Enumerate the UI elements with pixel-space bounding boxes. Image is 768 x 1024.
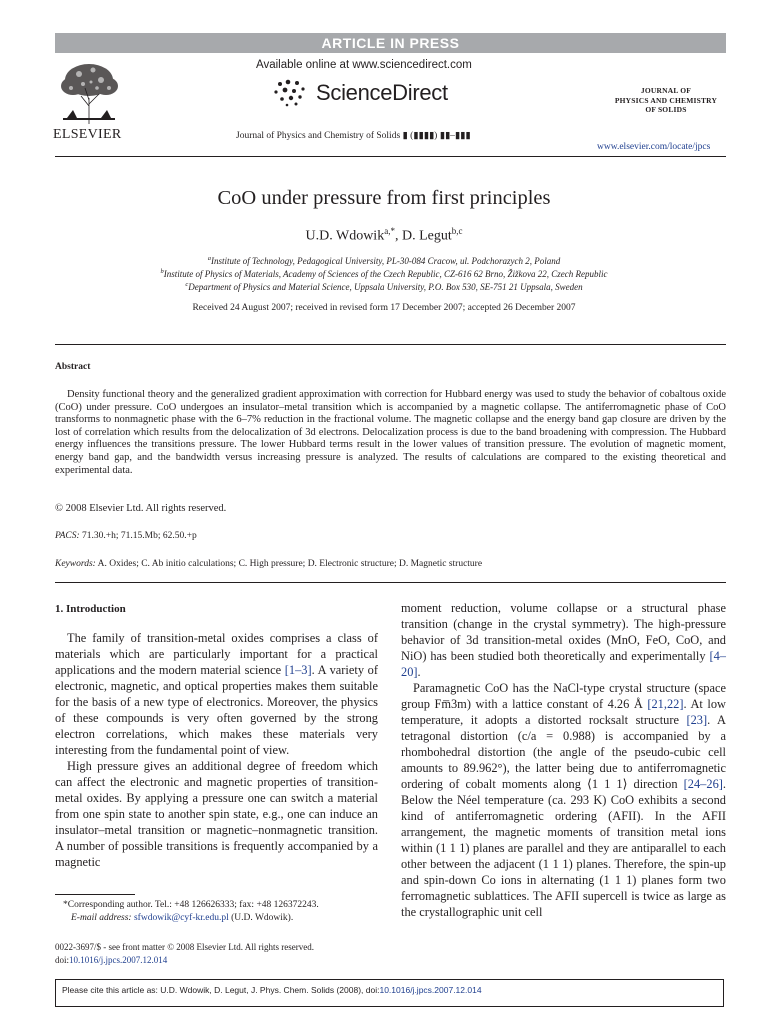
cite-doi-link[interactable]: 10.1016/j.jpcs.2007.12.014	[379, 985, 482, 995]
cite-this-article-box	[55, 979, 724, 1007]
journal-name-block	[604, 86, 728, 115]
paragraph	[401, 600, 726, 680]
paragraph-text: .	[417, 665, 421, 679]
doi-link[interactable]: 10.1016/j.jpcs.2007.12.014	[69, 954, 168, 965]
paragraph	[55, 630, 378, 758]
doi-label: doi:	[55, 954, 70, 965]
journal-citation-line: Journal of Physics and Chemistry of Solids ▮ (▮▮▮▮) ▮▮–▮▮▮	[236, 131, 471, 141]
citation-link[interactable]: [21,22]	[647, 697, 684, 711]
paragraph-text: . A variety of electronic, magnetic, and optical properties makes them suitable for the basis of a new type of electronics. Moreover, the physics of these compounds is very often governed by the strong electron correlations, which makes these materials very interesting from the fundamental point of view.	[55, 663, 378, 757]
email-link[interactable]: sfwdowik@cyf-kr.edu.pl	[133, 913, 229, 923]
journal-name-line-2: PHYSICS AND CHEMISTRY	[614, 95, 718, 105]
email-suffix: (U.D. Wdowik).	[228, 913, 294, 923]
author-name: D. Legut	[401, 228, 452, 244]
paragraph	[401, 680, 726, 920]
author-name: U.D. Wdowik	[305, 228, 385, 244]
abstract-copyright: © 2008 Elsevier Ltd. All rights reserved.	[55, 503, 227, 514]
pacs-line	[55, 531, 197, 541]
sciencedirect-dots-icon	[272, 78, 312, 108]
article-in-press-banner: ARTICLE IN PRESS	[55, 33, 726, 53]
affiliation-text: Institute of Technology, Pedagogical University, PL-30-084 Cracow, ul. Podchorazych 2, Poland	[211, 256, 561, 266]
abstract-divider-bottom	[55, 582, 726, 583]
affiliation	[0, 281, 768, 292]
abstract-text: Density functional theory and the generalized gradient approximation with correction for Hubbard energy was used to study the behavior of cobaltous oxide (CoO) under pressure. CoO undergoes an insulator–metal transition which is accompanied by a magnetic collapse. The antiferromagnetic phase of CoO transforms to nonmagnetic phase with the 6–7% reduction in the fractional volume. The magnetic collapse and the energy band gap closure are driven by the lost of correlation which results from the delocalization of 3d electrons. Delocalization process is due to the band broadening with compression. The Hubbard energy influences the transitions pressure. The lower Hubbard terms result in the lower values of transition pressure. The evolution of magnetic moment, energy band gap, and the bandwidth versus increasing pressure is analyzed. The results of calculations are compared to the existing theoretical and experimental data.	[55, 389, 726, 476]
affiliation-mark: b	[160, 268, 164, 275]
pacs-label: PACS:	[55, 531, 80, 541]
right-column	[401, 600, 726, 920]
sciencedirect-wordmark: ScienceDirect	[316, 80, 448, 105]
elsevier-tree-logo	[53, 60, 125, 126]
received-dates: Received 24 August 2007; received in revised form 17 December 2007; accepted 26 December 2007	[192, 303, 576, 313]
abstract-divider-top	[55, 344, 726, 345]
pacs-codes: 71.30.+h; 71.15.Mb; 62.50.+p	[79, 531, 197, 541]
footnote-divider	[55, 894, 135, 895]
issn-line: 0022-3697/$ - see front matter © 2008 Elsevier Ltd. All rights reserved.	[55, 942, 315, 952]
publisher-name: ELSEVIER	[53, 127, 122, 142]
author-line	[0, 226, 768, 245]
cite-text: Please cite this article as: U.D. Wdowik, D. Legut, J. Phys. Chem. Solids (2008), doi:	[62, 985, 380, 995]
keywords-line	[55, 559, 482, 569]
author-affiliation-mark: b,c	[451, 226, 463, 236]
left-column	[55, 630, 378, 870]
section-heading: 1. Introduction	[55, 603, 126, 615]
keywords-label: Keywords:	[55, 559, 96, 569]
affiliation-mark: a	[207, 255, 212, 262]
citation-link[interactable]: [1–3]	[284, 663, 312, 677]
footnote	[55, 899, 378, 925]
email-label: E-mail address:	[71, 913, 134, 923]
doi-line	[55, 954, 385, 967]
sciencedirect-logo	[272, 78, 448, 108]
affiliation	[0, 268, 768, 279]
paragraph: High pressure gives an additional degree of freedom which can affect the electronic and magnetic properties of transition-metal oxides. By applying a pressure one can switch a material from one spin state to another spin state, e.g., one can induce an insulator–metal transition or magnetic–nonmagnetic transition. A number of possible transitions is frequently accompanied by a magnetic	[55, 759, 378, 869]
citation-link[interactable]: [24–26]	[683, 777, 723, 791]
paragraph-text: Paramagnetic CoO has the NaCl-type crystal structure (space group Fm̅3m) with a lattice constant of 4.26 Å	[401, 681, 726, 711]
affiliation-mark: c	[185, 281, 189, 288]
paragraph-text: The family of transition-metal oxides comprises a class of materials which are particularly important for a practical applications and the modern material science	[55, 631, 378, 677]
affiliation-text: Institute of Physics of Materials, Academy of Sciences of the Czech Republic, CZ-616 62 Brno, Žižkova 22, Czech Republic	[163, 269, 608, 279]
issn-block	[55, 941, 385, 966]
affiliation-text: Department of Physics and Material Science, Uppsala University, P.O. Box 530, SE-751 21 Uppsala, Sweden	[188, 282, 583, 292]
available-online-text: Available online at www.sciencedirect.com	[256, 59, 472, 71]
journal-url-link[interactable]: www.elsevier.com/locate/jpcs	[597, 142, 711, 152]
header-divider	[55, 156, 726, 157]
paragraph-text: moment reduction, volume collapse or a structural phase transition (change in the crystal symmetry). The high-pressure behavior of 3d transition-metal oxides (MnO, FeO, CoO, and NiO) has been studied both theoretically and experimentally	[401, 601, 726, 663]
email-line	[55, 912, 378, 925]
corresponding-author-note: *Corresponding author. Tel.: +48 126626333; fax: +48 126372243.	[63, 900, 319, 910]
paragraph-text: . Below the Néel temperature (ca. 293 K) CoO exhibits a second kind of antiferromagnetic ordering (AFII). In the AFII arrangement, the magnetic moments of transition metal ions within (1 1 1) planes are parallel and they are antiparallel to each other between the adjacent (1 1 1) planes. Therefore, the spin-up and spin-down Co ions in alternating (1 1 1) planes form two ferromagnetic sublattices. The AFII supercell is twice as large as the crystallographic unit cell	[401, 777, 726, 919]
citation-link[interactable]: [23]	[686, 713, 708, 727]
citation-link[interactable]: [4–20]	[401, 649, 726, 679]
abstract-heading: Abstract	[55, 362, 91, 372]
journal-name-line-3: OF SOLIDS	[645, 105, 687, 114]
keywords-list: A. Oxides; C. Ab initio calculations; C. High pressure; D. Electronic structure; D. Magnetic structure	[95, 559, 483, 569]
affiliation	[0, 255, 768, 266]
journal-name-line-1: JOURNAL OF	[640, 86, 692, 95]
paper-title: CoO under pressure from first principles	[217, 187, 551, 209]
author-affiliation-mark: a,*	[384, 226, 395, 236]
paragraph-text: . A tetragonal distortion (c/a = 0.988) is accompanied by a rhombohedral distortion (the angle of the pseudo-cubic cell amounts to 89.962°), the latter being due to antiferromagnetic ordering of cobalt moments along ⟨1 1 1⟩ direction	[401, 713, 726, 791]
paragraph-text: . At low temperature, it adopts a distorted rocksalt structure	[401, 697, 726, 727]
author-separator: ,	[394, 228, 402, 244]
